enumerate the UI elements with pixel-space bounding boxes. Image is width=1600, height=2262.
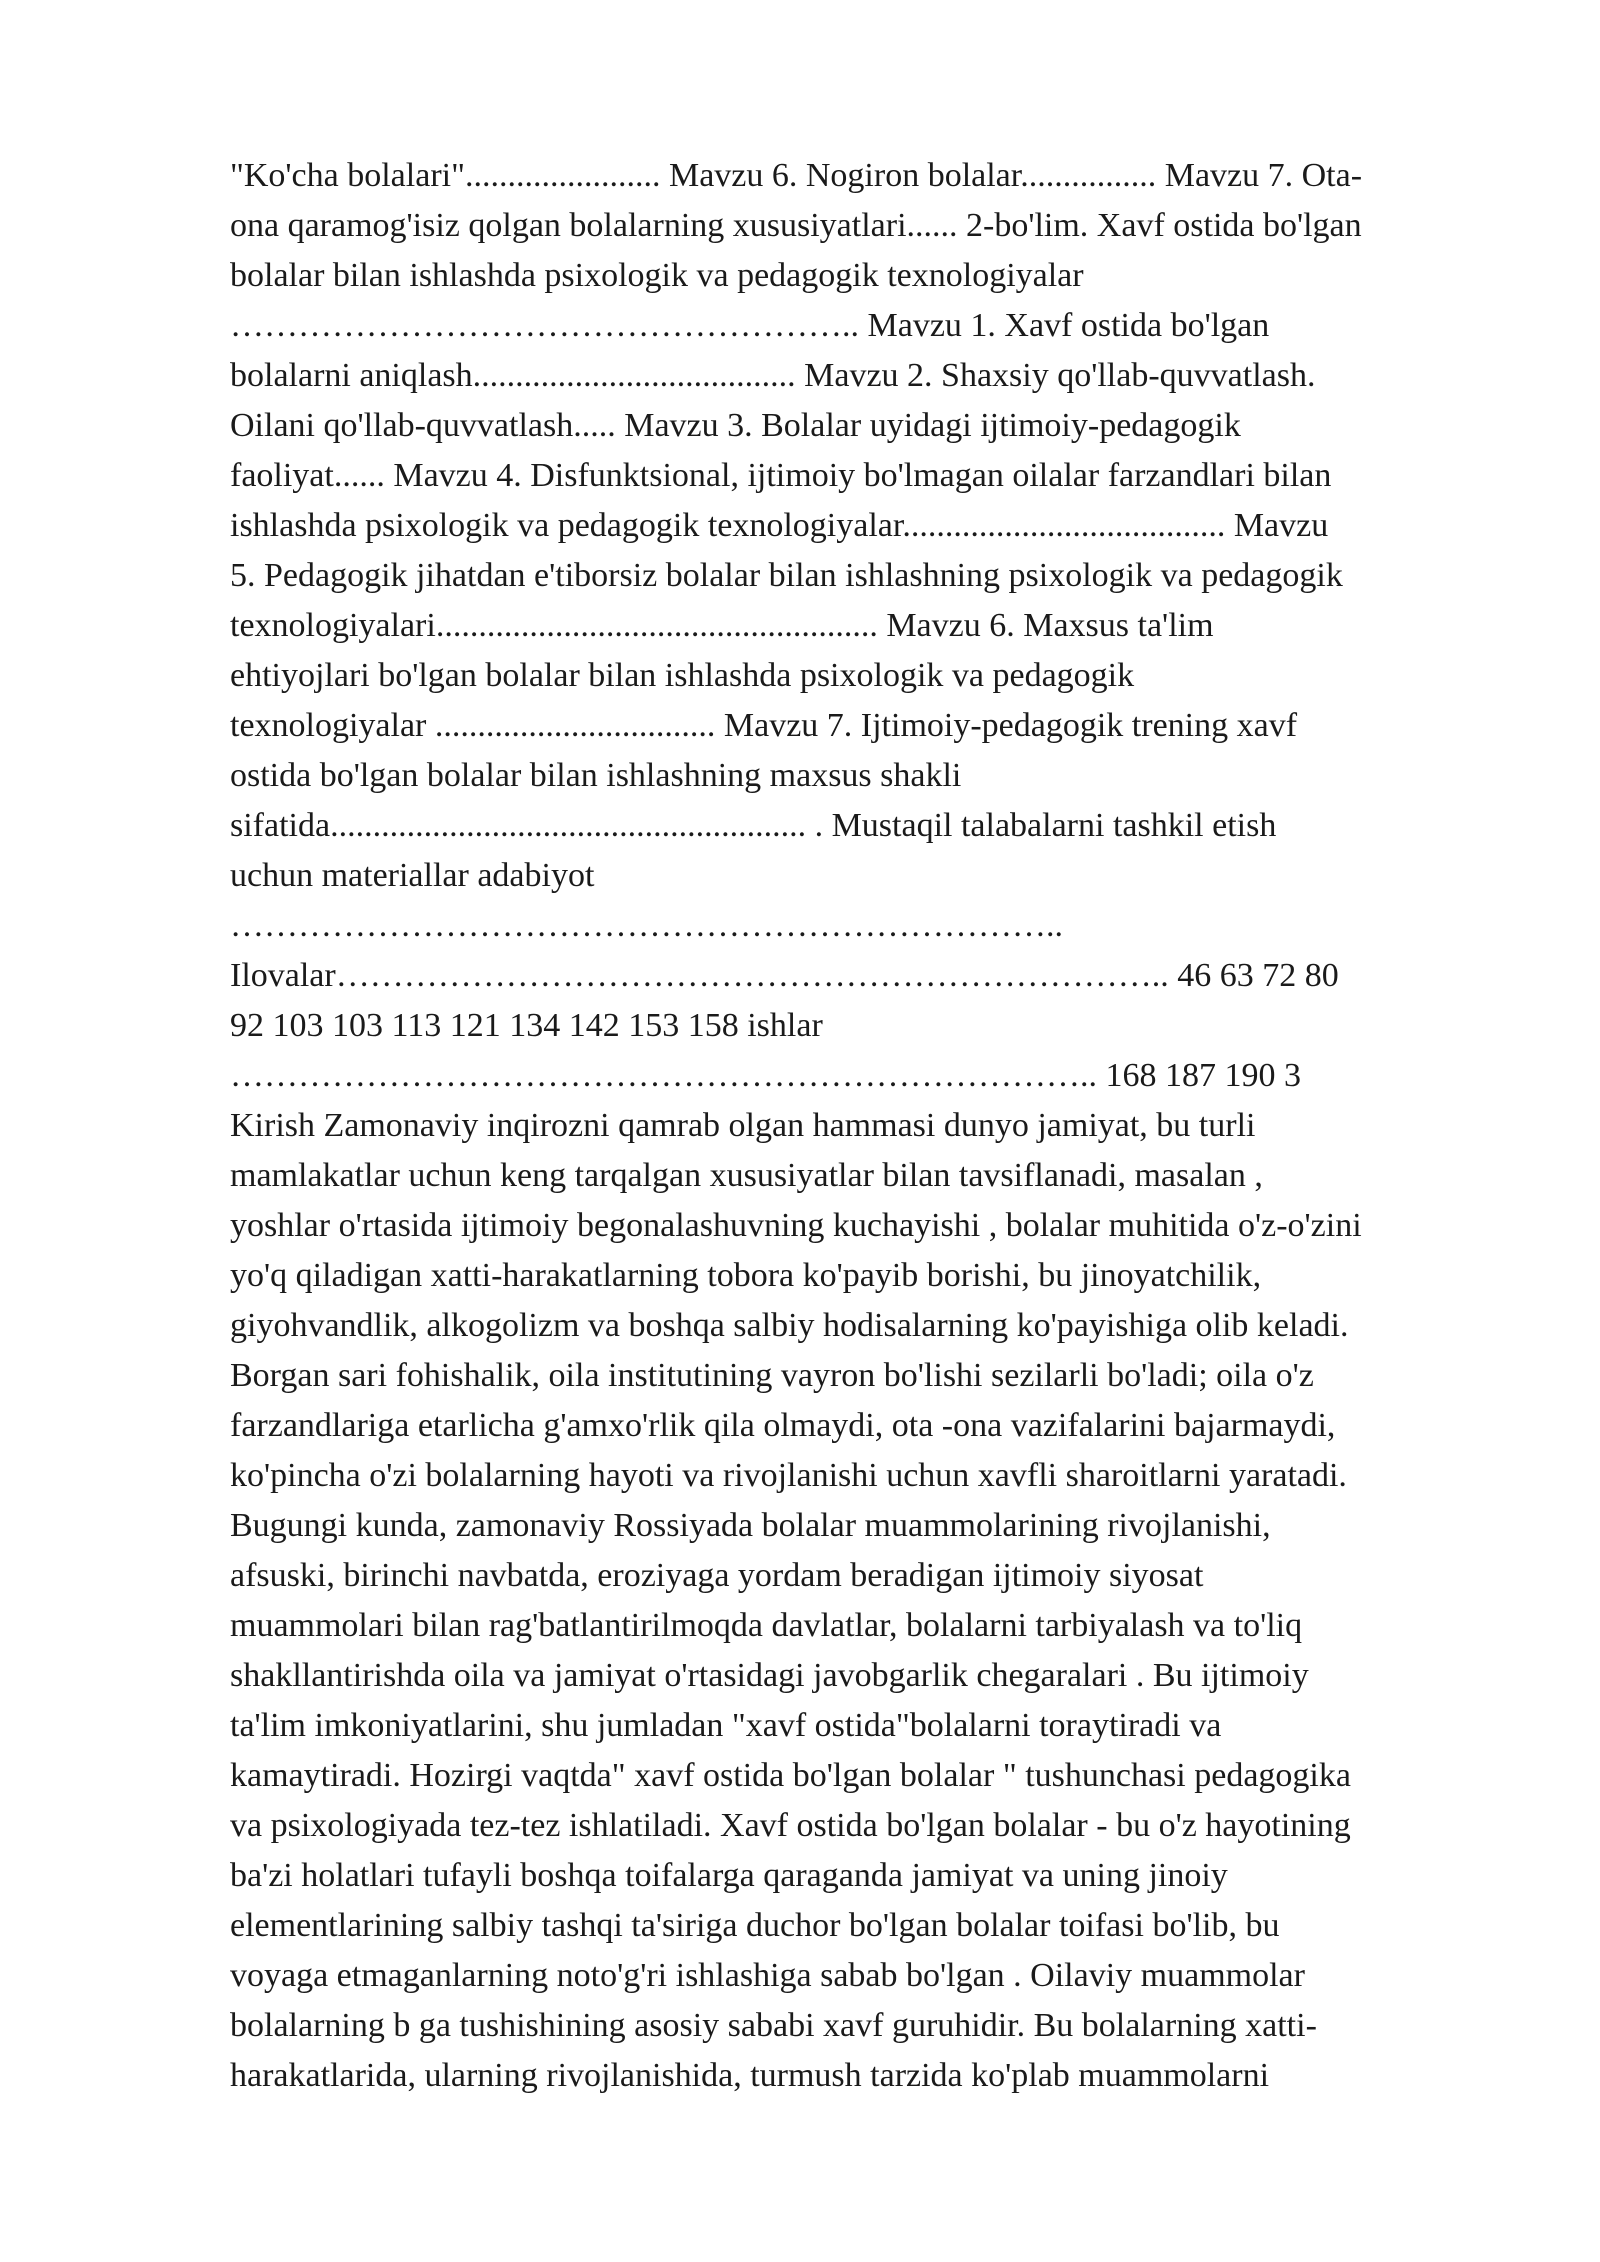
text-line: ………………………………………………………………….. 168 187 190 3 (230, 1057, 1301, 1094)
text-line: harakatlarida, ularning rivojlanishida, turmush tarzida ko'plab muammolarni (230, 2057, 1270, 2094)
text-line: ba'zi holatlari tufayli boshqa toifalarga qaraganda jamiyat va uning jinoiy (230, 1857, 1228, 1894)
text-line: va psixologiyada tez-tez ishlatiladi. Xavf ostida bo'lgan bolalar - bu o'z hayotining (230, 1807, 1351, 1844)
text-line: ko'pincha o'zi bolalarning hayoti va rivojlanishi uchun xavfli sharoitlarni yaratadi. (230, 1457, 1347, 1494)
text-line: ostida bo'lgan bolalar bilan ishlashning maxsus shakli (230, 757, 962, 794)
text-line: giyohvandlik, alkogolizm va boshqa salbiy hodisalarning ko'payishiga olib keladi. (230, 1307, 1349, 1344)
text-line: ona qaramog'isiz qolgan bolalarning xususiyatlari...... 2-bo'lim. Xavf ostida bo'lgan (230, 207, 1362, 244)
text-line: bolalarning b ga tushishining asosiy sababi xavf guruhidir. Bu bolalarning xatti- (230, 2007, 1317, 2044)
text-line: texnologiyalari.................................................... Mavzu 6. Maxsus ta'lim (230, 607, 1214, 644)
text-line: ishlashda psixologik va pedagogik texnologiyalar...................................... Mavzu (230, 507, 1329, 544)
text-line: 92 103 103 113 121 134 142 153 158 ishlar (230, 1007, 823, 1044)
text-line: Oilani qo'llab-quvvatlash..... Mavzu 3. Bolalar uyidagi ijtimoiy-pedagogik (230, 407, 1241, 444)
text-line: ehtiyojlari bo'lgan bolalar bilan ishlashda psixologik va pedagogik (230, 657, 1135, 694)
text-line: texnologiyalar ................................. Mavzu 7. Ijtimoiy-pedagogik trening xavf (230, 707, 1298, 744)
text-line: yo'q qiladigan xatti-harakatlarning tobora ko'payib borishi, bu jinoyatchilik, (230, 1257, 1262, 1294)
text-line: muammolari bilan rag'batlantirilmoqda davlatlar, bolalarni tarbiyalash va to'liq (230, 1607, 1303, 1644)
text-line: faoliyat...... Mavzu 4. Disfunktsional, ijtimoiy bo'lmagan oilalar farzandlari bilan (230, 457, 1332, 494)
text-line: ……………………………………………….. Mavzu 1. Xavf ostida bo'lgan (230, 307, 1270, 344)
text-line: shakllantirishda oila va jamiyat o'rtasidagi javobgarlik chegaralari . Bu ijtimoiy (230, 1657, 1309, 1694)
text-line: yoshlar o'rtasida ijtimoiy begonalashuvning kuchayishi , bolalar muhitida o'z-o'zini (230, 1207, 1362, 1244)
text-line: 5. Pedagogik jihatdan e'tiborsiz bolalar bilan ishlashning psixologik va pedagogik (230, 557, 1343, 594)
text-line: farzandlariga etarlicha g'amxo'rlik qila olmaydi, ota -ona vazifalarini bajarmaydi, (230, 1407, 1336, 1444)
text-line: bolalarni aniqlash...................................... Mavzu 2. Shaxsiy qo'llab-quvvatlash. (230, 357, 1316, 394)
text-line: uchun materiallar adabiyot (230, 857, 595, 894)
text-line: voyaga etmaganlarning noto'g'ri ishlashiga sabab bo'lgan . Oilaviy muammolar (230, 1957, 1305, 1994)
document-body-text (230, 151, 1510, 2101)
text-line: afsuski, birinchi navbatda, eroziyaga yordam beradigan ijtimoiy siyosat (230, 1557, 1204, 1594)
text-line: kamaytiradi. Hozirgi vaqtda" xavf ostida bo'lgan bolalar " tushunchasi pedagogika (230, 1757, 1351, 1794)
text-line: sifatida........................................................ . Mustaqil talabalarni tashkil etish (230, 807, 1277, 844)
text-line: Borgan sari fohishalik, oila institutining vayron bo'lishi sezilarli bo'ladi; oila o'z (230, 1357, 1314, 1394)
text-line: bolalar bilan ishlashda psixologik va pedagogik texnologiyalar (230, 257, 1084, 294)
text-line: "Ko'cha bolalari"....................... Mavzu 6. Nogiron bolalar................ Mavzu 7. Ota- (230, 157, 1363, 194)
text-line: Ilovalar……………………………………………………………….. 46 63 72 80 (230, 957, 1339, 994)
text-line: elementlarining salbiy tashqi ta'siriga duchor bo'lgan bolalar toifasi bo'lib, bu (230, 1907, 1280, 1944)
text-line: Bugungi kunda, zamonaviy Rossiyada bolalar muammolarining rivojlanishi, (230, 1507, 1271, 1544)
text-line: ta'lim imkoniyatlarini, shu jumladan "xavf ostida"bolalarni toraytiradi va (230, 1707, 1222, 1744)
text-line: Kirish Zamonaviy inqirozni qamrab olgan hammasi dunyo jamiyat, bu turli (230, 1107, 1256, 1144)
text-line: ……………………………………………………………….. (230, 907, 1063, 944)
text-line: mamlakatlar uchun keng tarqalgan xususiyatlar bilan tavsiflanadi, masalan , (230, 1157, 1263, 1194)
